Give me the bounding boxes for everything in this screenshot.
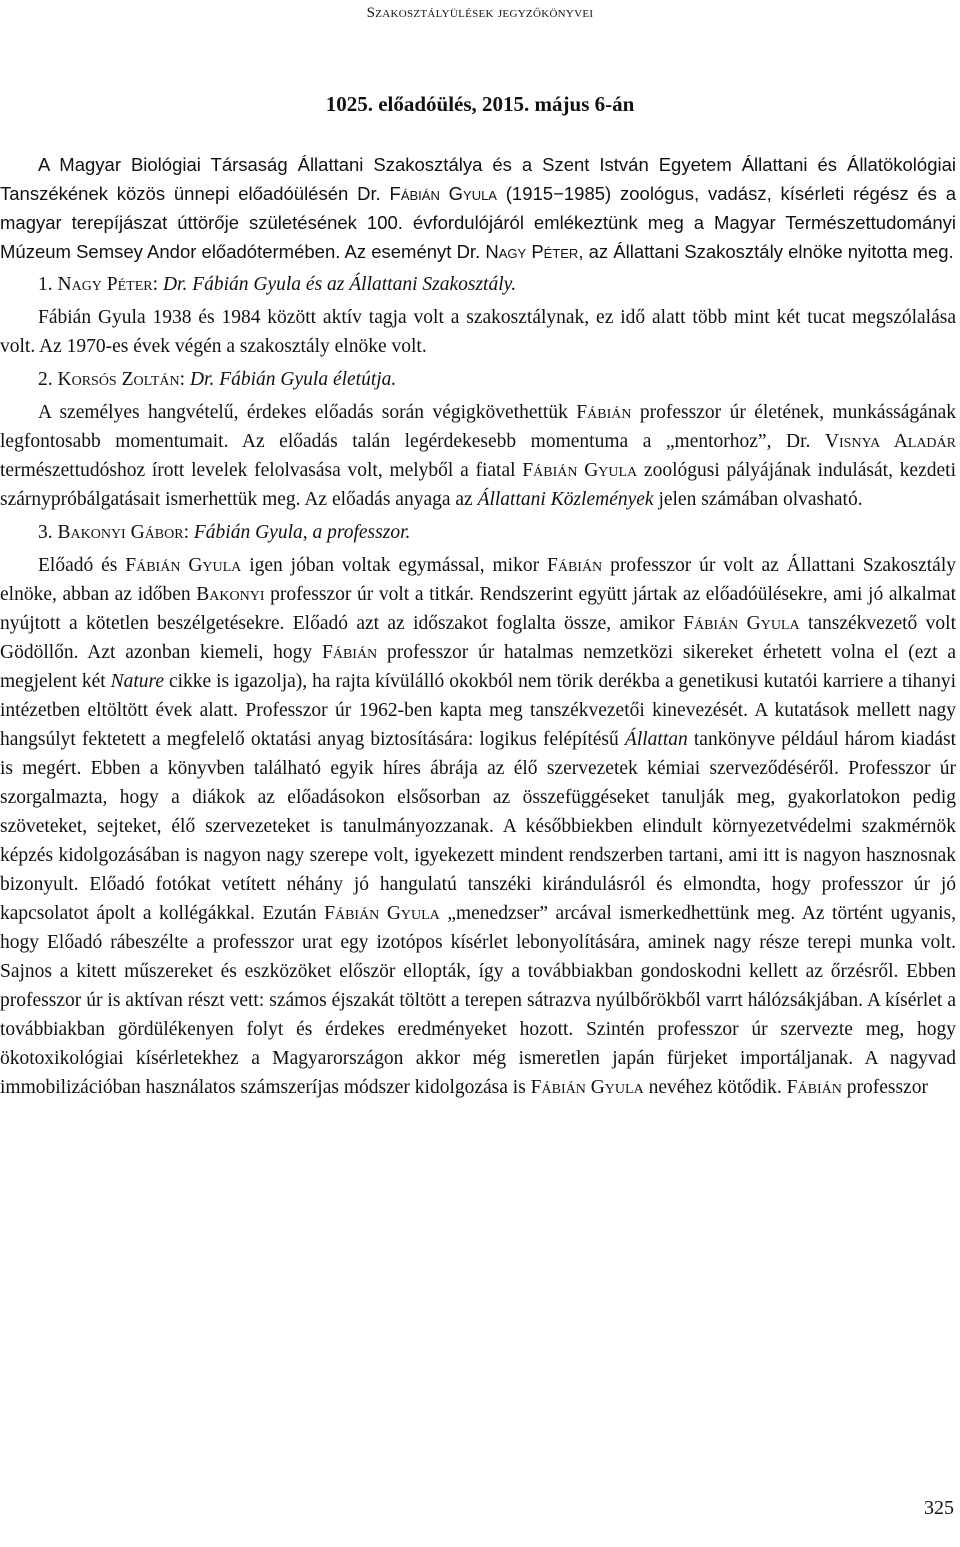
person-name: Bakonyi: [196, 584, 265, 605]
person-name: Fábián Gyula: [389, 183, 497, 204]
text: tanszékvezető volt Gödöllőn. Azt azonban kiemeli, hogy: [0, 613, 956, 663]
document-body: [0, 150, 956, 1106]
text: professzor úr életének, munkásságának legfontosabb momentumait. Az előadás talán legérdekesebb momentuma a „mentorhoz”, Dr.: [0, 402, 956, 452]
talk-title: Dr. Fábián Gyula és az Állattani Szakosztály.: [162, 274, 517, 295]
text: nevéhez kötődik.: [643, 1077, 787, 1098]
talk-author: Bakonyi Gábor: [57, 522, 184, 543]
intro-text-3: , az Állattani Szakosztály elnöke nyitotta meg.: [578, 241, 954, 262]
text: tankönyve például három kiadást is megért. Ebben a könyvben található egyik híres ábrája az élő szervezetek kémiai szerveződéséről. Professzor úr szorgalmazta, hogy a diákok az előadásokon elsősorban az összefüggéseket tanulják meg, gyakorlatokon pedig szöveteket, sejteket, élő szervezeteket is tanulmányozzanak. A későbbiekben elindult környezetvédelmi szakmérnök képzés kidolgozásában is nagyon nagy szerepe volt, igyekezett mindent rendszerben tartani, ami itt is nagyon hasznosnak bizonyult. Előadó fotókat vetített néhány jó hangulatú tanszéki kirándulásról és elmondta, hogy professzor úr jó kapcsolatot ápolt a kollégákkal. Ezután: [0, 729, 956, 924]
person-name: Fábián Gyula: [683, 613, 800, 634]
talk-2-heading: [0, 365, 956, 394]
talk-number: 1.: [38, 274, 58, 295]
person-name: Fábián: [576, 402, 632, 423]
text: „menedzser” arcával ismerkedhettünk meg. Az történt ugyanis, hogy Előadó rábeszélte a professzor urat egy izotópos kísérlet lebonyolítására, aminek nagy része terepi munka volt. Sajnos a kitett műszereket és eszközöket először ellopták, így a továbbiakban gondoskodni kellett az őrzésről. Ebben professzor úr is aktívan részt vett: számos éjszakát töltött a terepen sátrazva nyúlbőrökből varrt hálózsákjában. A kísérlet a továbbiakban gördülékenyen folyt és érdekes eredményeket hozott. Szintén professzor úr szervezte meg, hogy ökotoxikológiai kísérletekhez a Magyarországon akkor még ismeretlen japán fürjeket importáljanak. A nagyvad immobilizációban használatos számszeríjas módszer kidolgozása is: [0, 903, 957, 1098]
talk-author: Korsós Zoltán: [57, 369, 180, 390]
person-name: Fábián: [321, 642, 378, 663]
text: professzor úr volt az Állattani Szakosztály elnöke, abban az időben: [0, 555, 956, 605]
talk-1-heading: [0, 270, 956, 299]
journal-name: Állattani Közlemények: [477, 489, 654, 510]
person-name: Fábián Gyula: [125, 555, 242, 576]
person-name: Fábián Gyula: [530, 1077, 644, 1098]
talk-1-paragraph: Fábián Gyula 1938 és 1984 között aktív tagja volt a szakosztálynak, ez idő alatt több mint két tucat megszólalása volt. Az 1970-es évek végén a szakosztály elnöke volt.: [0, 307, 956, 357]
intro-paragraph: [0, 150, 956, 266]
person-name: Fábián: [786, 1077, 842, 1098]
intro-text-1: A Magyar Biológiai Társaság Állattani Szakosztálya és a Szent István Egyetem Állattani és Állatökológiai Tanszékének közös ünnepi előadóülésén Dr.: [0, 154, 956, 204]
talk-3-paragraph: [0, 551, 956, 1102]
text: professzor úr volt a titkár. Rendszerint együtt jártak az előadóülésekre, ami jó alkalmat nyújtott a kötetlen beszélgetésekre. Előadó azt az időszakot foglalta össze, amikor: [0, 584, 956, 634]
text: cikke is igazolja), ha rajta kívülálló okokból nem törik derékba a genetikusi kutatói karriere a tihanyi intézetben eltöltött évek alatt. Professzor úr 1962-ben kapta meg tanszékvezetői kinevezését. A kutatások mellett nagy hangsúlyt fektetett a megfelelő oktatási anyag biztosítására: logikus felépítésű: [0, 671, 956, 750]
journal-name: Nature: [110, 671, 165, 692]
separator: :: [183, 522, 194, 543]
page-title: 1025. előadóülés, 2015. május 6-án: [325, 92, 635, 116]
text: természettudóshoz írott levelek felolvasása volt, melyből a fiatal: [0, 460, 523, 481]
talk-author: Nagy Péter: [57, 274, 153, 295]
book-title: Állattan: [624, 729, 688, 750]
separator: :: [152, 274, 163, 295]
talk-number: 3.: [38, 522, 58, 543]
talk-title: Dr. Fábián Gyula életútja.: [189, 369, 397, 390]
text: professzor úr hatalmas nemzetközi sikereket érhetett volna el (ezt a megjelent két: [0, 642, 956, 692]
text: Előadó és: [38, 555, 126, 576]
person-name: Fábián Gyula: [324, 903, 440, 924]
intro-text-2: (1915−1985) zoológus, vadász, kísérleti régész és a magyar terepíjászat úttörője születésének 100. évfordulójáról emlékeztünk meg a Magyar Természettudományi Múzeum Semsey Andor előadótermében. Az eseményt Dr.: [0, 183, 956, 262]
text: A személyes hangvételű, érdekes előadás során végigkövethettük: [38, 402, 577, 423]
talk-title: Fábián Gyula, a professzor.: [193, 522, 411, 543]
running-head: Szakosztályülések jegyzőkönyvei: [366, 5, 594, 21]
separator: :: [179, 369, 190, 390]
person-name: Nagy Péter: [485, 241, 579, 262]
talk-3-heading: [0, 518, 956, 547]
text: igen jóban voltak egymással, mikor: [241, 555, 547, 576]
text: zoológusi pályájának indulását, kezdeti szárnypróbálgatásait ismerhettük meg. Az előadás anyaga az: [0, 460, 956, 510]
talk-number: 2.: [38, 369, 58, 390]
person-name: Visnya Aladár: [824, 431, 956, 452]
text: jelen számában olvasható.: [653, 489, 863, 510]
text: professzor: [841, 1077, 928, 1098]
person-name: Fábián Gyula: [522, 460, 638, 481]
person-name: Fábián: [546, 555, 603, 576]
talk-2-paragraph: [0, 398, 956, 514]
page-number: 325: [924, 1497, 954, 1519]
